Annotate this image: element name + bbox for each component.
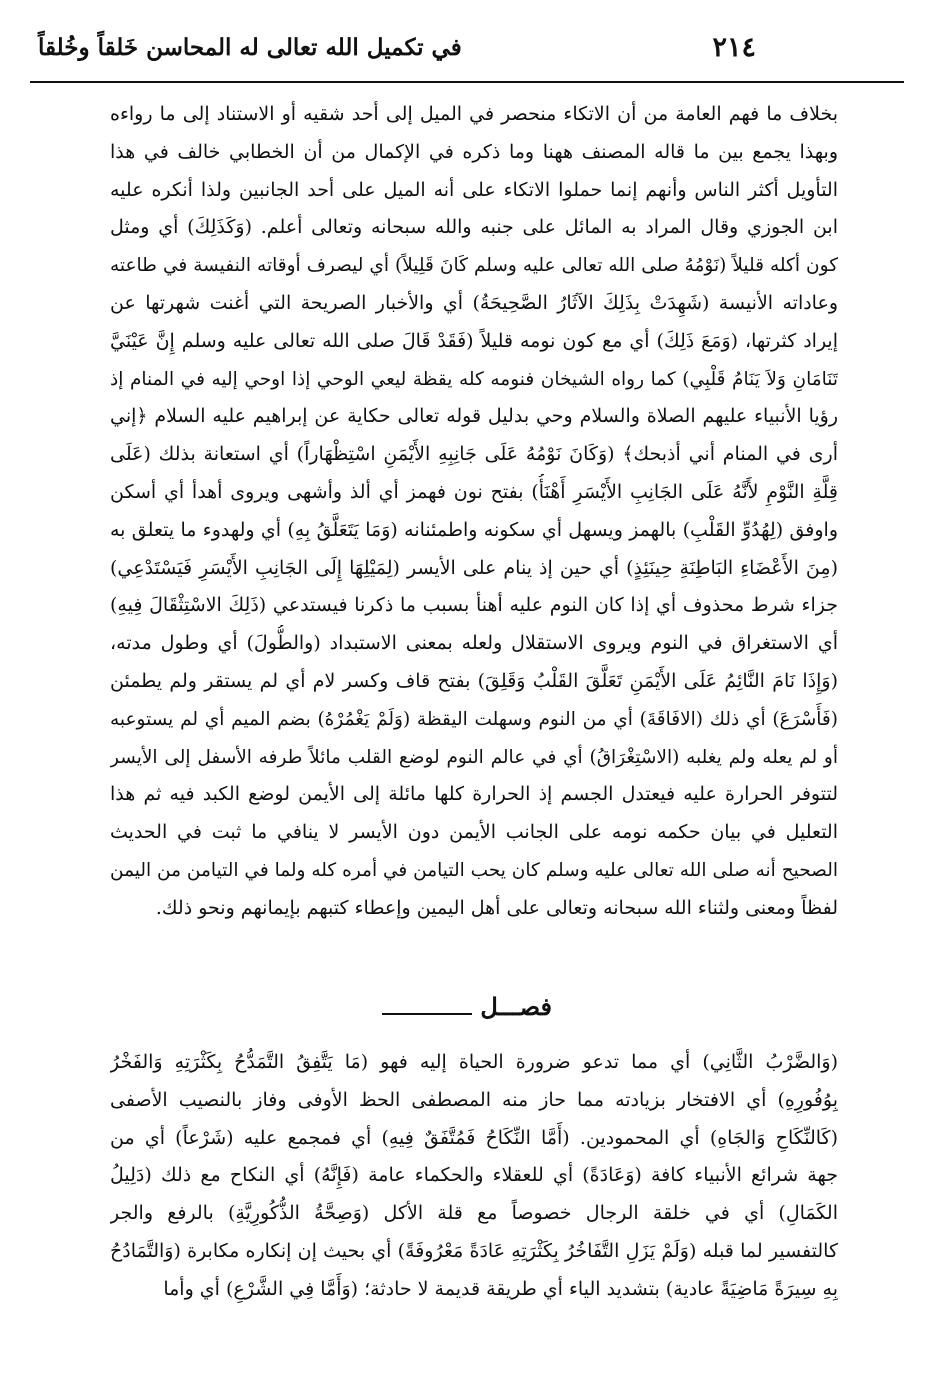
text-line: لفظاً ومعنى ولثناء الله سبحانه وتعالى على أهل اليمين وإعطاء كتبهم بإيمانهم ونحو ذلك.	[155, 896, 838, 919]
text-line: وبهذا يجمع بين ما قاله المصنف ههنا وما ذكره في الإكمال من أن الخطابي خالف في هذا	[110, 140, 838, 163]
text-line: بخلاف ما فهم العامة من أن الاتكاء منحصر في الميل إلى أحد شقيه أو الاستناد إلى ما رواءه	[110, 103, 838, 125]
text-line: ابن الجوزي وقال المراد به المائل على جنبه والله سبحانه وتعالى أعلم. (وَكَذَلِكَ) أي ومثل	[110, 216, 838, 239]
text-line: تَنَامَانِ وَلاَ يَنَامُ قَلْبِي) كما رواه الشيخان فنومه كله يقظة ليعي الوحي إذا اوحي إليه في المنام إذ	[110, 368, 838, 390]
text-line: أو لم يعله ولم يغلبه (الاسْتِغْرَاقُ) أي في عالم النوم لوضع القلب مائلاً طرفه الأسفل إلى الأيسر	[110, 746, 838, 768]
text-line: جزاء شرط محذوف أي إذا كان النوم عليه أهنأ بسبب ما ذكرنا فيستدعي (ذَلِكَ الاسْتِثْقَالَ فِيهِ)	[110, 594, 838, 617]
page-header	[30, 30, 904, 82]
text-line: الصحيح أنه صلى الله تعالى عليه وسلم كان يحب التيامن في أمره كله ولما في التيامن من اليمن	[110, 859, 838, 881]
text-line: التأويل أكثر الناس وأنهم إنما حملوا الاتكاء على أنه الميل على أحد الجانبين ولذا أنكره عليه	[110, 178, 838, 201]
page-number: ٢١٤	[712, 32, 756, 63]
text-line: (وَإِذَا نَامَ النَّائِمُ عَلَى الأَيْمَنِ تَعَلَّقَ القَلْبُ وَقَلِقَ) بفتح قاف وكسر لام أي لم يستقر ولم يطمئن	[110, 669, 838, 692]
text-line: التعليل في بيان حكمه نومه على الجانب الأيمن دون الأيسر لا ينافي ما ثبت في الحديث	[110, 821, 838, 844]
text-line: وعاداته الأنيسة (شَهِدَتْ بِذَلِكَ الآثَارُ الصَّحِيحَةُ) أي والأخبار الصريحة التي أغنت شهرتها عن	[110, 291, 838, 314]
text-line: (مِنَ الأَعْضَاءِ البَاطِنَةِ حِينَئِذٍ) أي حين إذ ينام على الأيسر (لِمَيْلِهَا إِلَى الجَانِبِ الأَيْسَرِ فَيَسْتَدْعِي)	[110, 556, 838, 579]
text-line: جهة شرائع الأنبياء كافة (وَعَادَةً) أي للعقلاء والحكماء عامة (فَإِنَّهُ) أي النكاح مع ذلك (دَلِيلُ	[110, 1164, 838, 1187]
text-line: (فَأَسْرَعَ) أي ذلك (الافَاقَةَ) أي من النوم وسهلت اليقظة (وَلَمْ يَغْمُرْهُ) بضم الميم أي لم يستوعبه	[110, 708, 838, 730]
text-line: لتتوفر الحرارة عليه فيعتدل الجسم إذ الحرارة كلها مائلة إلى الأيمن لوضع الكبد فيه ثم هذا	[110, 783, 838, 806]
text-line: كالتفسير لما قبله (وَلَمْ يَزَلِ التَّفَاخُرُ بِكَثْرَتِهِ عَادَةً مَعْرُوفَةً) أي بحيث إن إنكاره مكابرة (وَالتَّمَادُحُ	[110, 1239, 838, 1262]
text-line: أي الاستغراق في النوم ويروى الاستقلال ولعله بمعنى الاستبداد (والطُّولَ) أي وطول مدته،	[110, 632, 838, 655]
text-line: الكَمَالِ) أي في خلقة الرجال خصوصاً مع قلة الأكل (وَصِحَّةُ الذُّكُورِيَّةِ) بالرفع والجر	[110, 1202, 838, 1225]
section-heading-text: فصـــل	[480, 992, 552, 1021]
section-heading-rule	[382, 1013, 472, 1015]
text-line: رؤيا الأنبياء عليهم الصلاة والسلام وحي بدليل قوله تعالى حكاية عن إبراهيم عليه السلام ﴿إني	[110, 405, 838, 428]
commentary-paragraph-2	[110, 1044, 838, 1309]
text-line: (وَالضَّرْبُ الثَّانِي) أي مما تدعو ضرورة الحياة إليه فهو (مَا يَتَّفِقُ التَّمَدُّحُ بِكَثْرَتِهِ وَالفَخْرُ	[110, 1051, 838, 1073]
text-line: أرى في المنام أني أذبحك﴾ (وَكَانَ نَوْمُهُ عَلَى جَانِبِهِ الأَيْمَنِ اسْتِظْهَاراً) أي استعانة بذلك (عَلَى	[110, 443, 838, 466]
header-rule	[30, 81, 904, 83]
commentary-paragraph-1	[110, 96, 838, 928]
text-line: واوفق (لِهُدُوِّ القَلْبِ) بالهمز ويسهل أي سكونه واطمئنانه (وَمَا يَتَعَلَّقُ بِهِ) أي ولهدوء ما يتعلق به	[110, 518, 838, 541]
text-line: كون أكله قليلاً (نَوْمُهُ صلى الله تعالى عليه وسلم كَانَ قَلِيلاً) أي ليصرف أوقاته النفيسة في طاعته	[110, 255, 838, 277]
text-line: (كَالنِّكَاحِ وَالجَاهِ) أي المحمودين. (أَمَّا النِّكَاحُ فَمُتَّفَقٌ فِيهِ) أي فمجمع عليه (شَرْعاً) أي من	[110, 1126, 838, 1149]
text-line: قِلَّةِ النَّوْمِ لأَنَّهُ عَلَى الجَانِبِ الأَيْسَرِ أَهْنَأُ) بفتح نون فهمز أي ألذ وأشهى ويروى أهدأ أي أسكن	[110, 480, 838, 503]
text-line: بِوُفُورِهِ) أي الافتخار بزيادته مما حاز منه المصطفى الحظ الأوفى وفاز بالنصيب الأصفى	[110, 1088, 838, 1111]
text-line: إيراد كثرتها، (وَمَعَ ذَلِكَ) أي مع كون نومه قليلاً (فَقَدْ قَالَ صلى الله تعالى عليه وسلم إِنَّ عَيْنَيَّ	[110, 329, 838, 352]
text-line: بِهِ سِيرَةً مَاضِيَةً عادية) بتشديد الياء أي طريقة قديمة لا حادثة؛ (وَأَمَّا فِي الشَّرْعِ) أي وأما	[163, 1277, 838, 1300]
section-heading	[96, 992, 838, 1036]
running-title: في تكميل الله تعالى له المحاسن خَلقاً وخُلقاً	[38, 34, 462, 61]
